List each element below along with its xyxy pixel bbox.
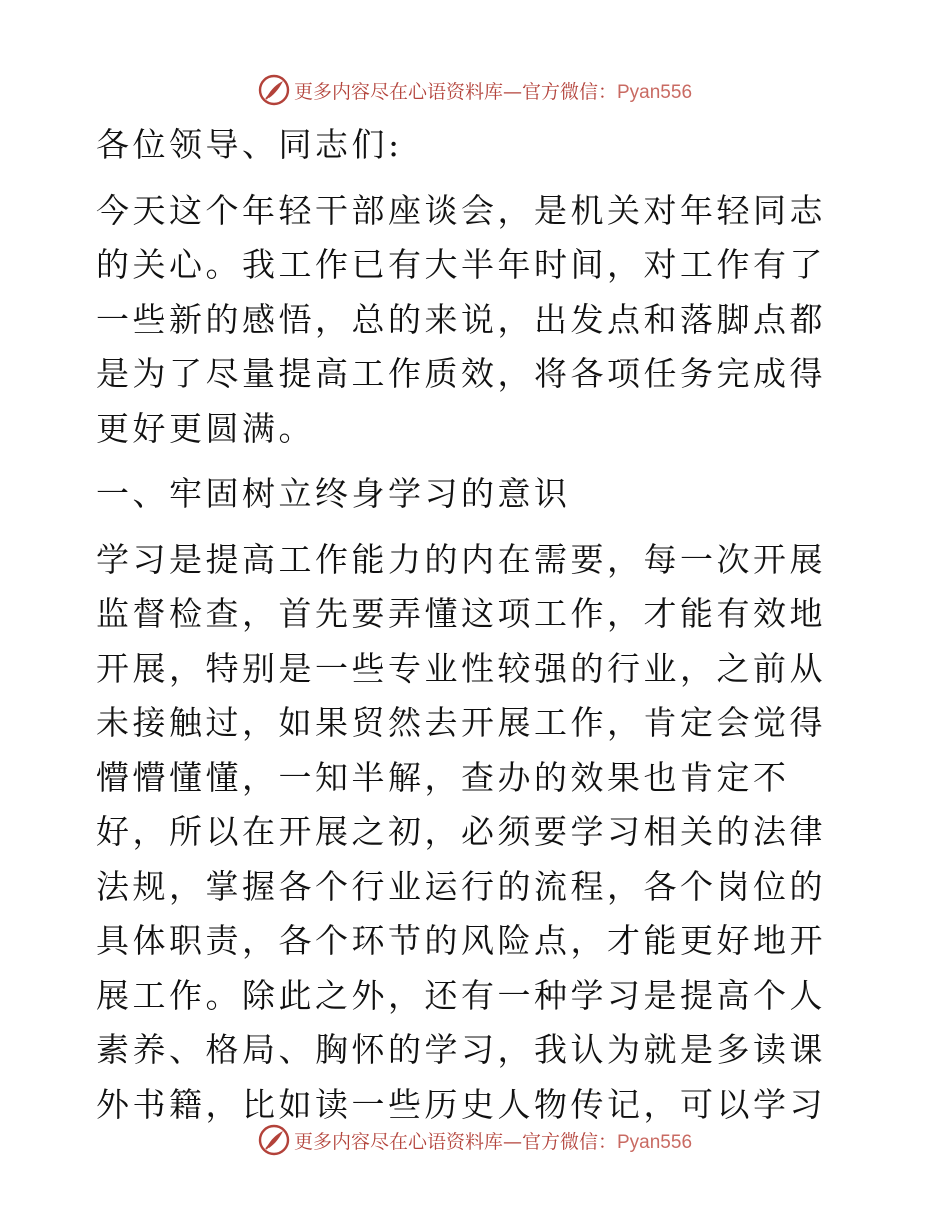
header-watermark-banner [0,70,950,110]
footer-watermark-text: 更多内容尽在心语资料库—官方微信：Pyan556 [293,1130,693,1153]
quill-logo-icon [258,1124,290,1156]
opening-paragraph: 今天这个年轻干部座谈会，是机关对年轻同志的关心。我工作已有大半年时间，对工作有了一些新的感悟，总的来说，出发点和落脚点都是为了尽量提高工作质效，将各项任务完成得更好更圆满。 [96,190,826,448]
quill-logo-icon [258,74,290,106]
document-body [96,118,856,1132]
body-paragraph: 学习是提高工作能力的内在需要，每一次开展监督检查，首先要弄懂这项工作，才能有效地开展，特别是一些专业性较强的行业，之前从未接触过，如果贸然去开展工作，肯定会觉得懵懵懂懂，一知半解，查办的效果也肯定不好，所以在开展之初，必须要学习相关的法律法规，掌握各个行业运行的流程，各个岗位的具体职责，各个环节的风险点，才能更好地开展工作。除此之外，还有一种学习是提高个人素养、格局、胸怀的学习，我认为就是多读课外书籍，比如读一些历史人物传记，可以学习 [96,539,826,1124]
footer-watermark-banner [0,1120,950,1160]
header-watermark-text: 更多内容尽在心语资料库—官方微信：Pyan556 [293,80,693,103]
section-heading: 一、牢固树立终身学习的意识 [96,474,571,513]
salutation: 各位领导、同志们: [96,125,403,164]
